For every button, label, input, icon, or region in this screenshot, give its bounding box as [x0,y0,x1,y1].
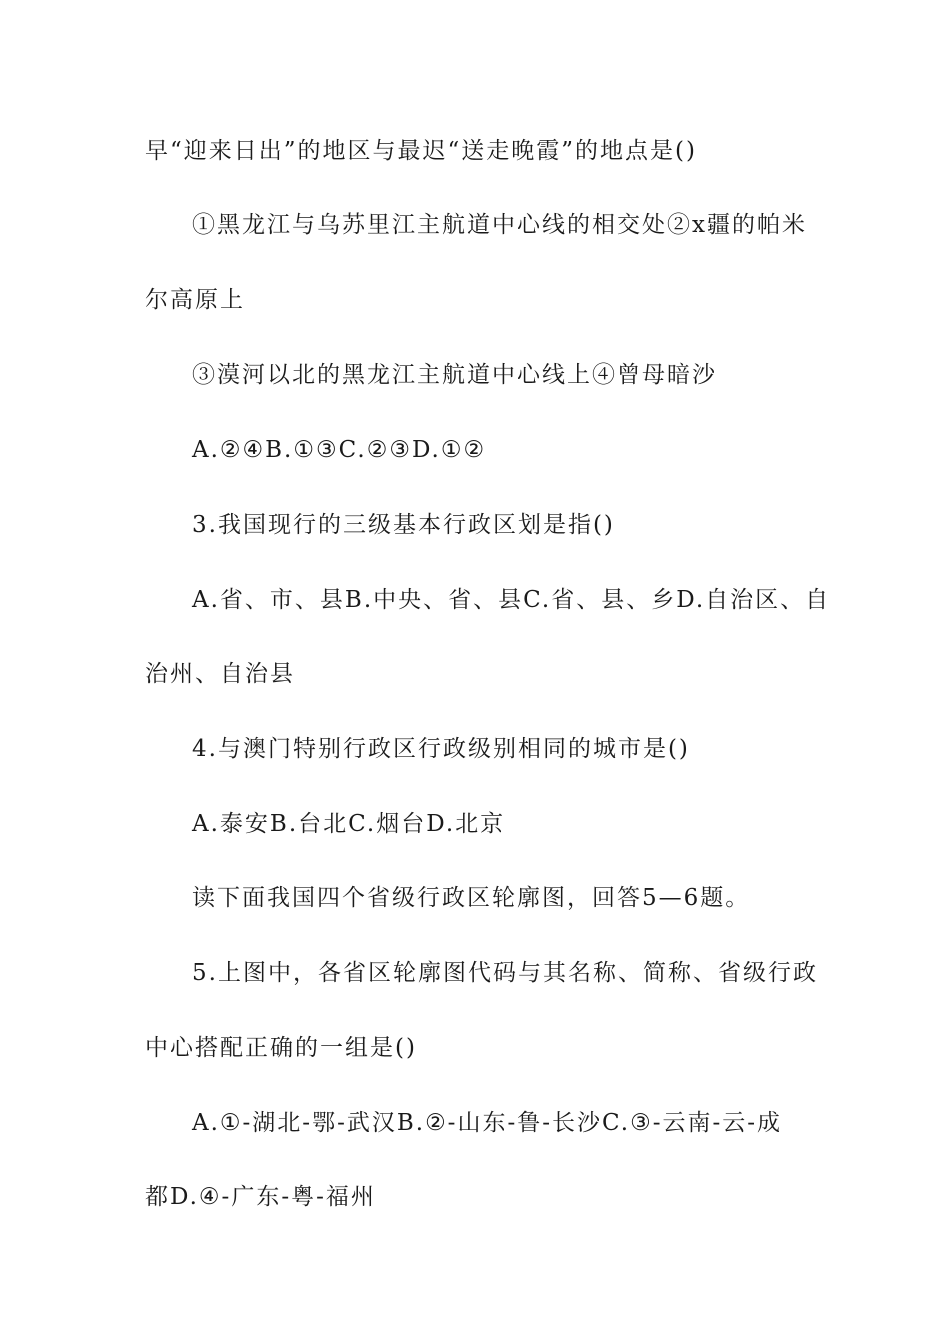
text-line-6: 3.我国现行的三级基本行政区划是指() [192,512,615,538]
text-line-12: 5.上图中，各省区轮廓图代码与其名称、简称、省级行政 [192,960,818,986]
text-line-5: A.②④B.①③C.②③D.①② [192,437,487,463]
text-line-14: A.①-湖北-鄂-武汉B.②-山东-鲁-长沙C.③-云南-云-成 [192,1110,783,1136]
text-line-3: 尔高原上 [145,287,245,313]
text-line-4: ③漠河以北的黑龙江主航道中心线上④曾母暗沙 [192,362,717,388]
text-line-15: 都D.④-广东-粤-福州 [145,1184,376,1210]
text-line-8: 治州、自治县 [145,661,295,687]
text-line-11: 读下面我国四个省级行政区轮廓图，回答5—6题。 [192,885,751,911]
text-line-13: 中心搭配正确的一组是() [145,1035,417,1061]
text-line-1: 早“迎来日出”的地区与最迟“送走晚霞”的地点是() [145,138,697,164]
text-line-9: 4.与澳门特别行政区行政级别相同的城市是() [192,736,690,762]
text-line-7: A.省、市、县B.中央、省、县C.省、县、乡D.自治区、自 [192,587,831,613]
text-line-10: A.泰安B.台北C.烟台D.北京 [192,811,506,837]
text-line-2: ①黑龙江与乌苏里江主航道中心线的相交处②x疆的帕米 [192,212,807,238]
